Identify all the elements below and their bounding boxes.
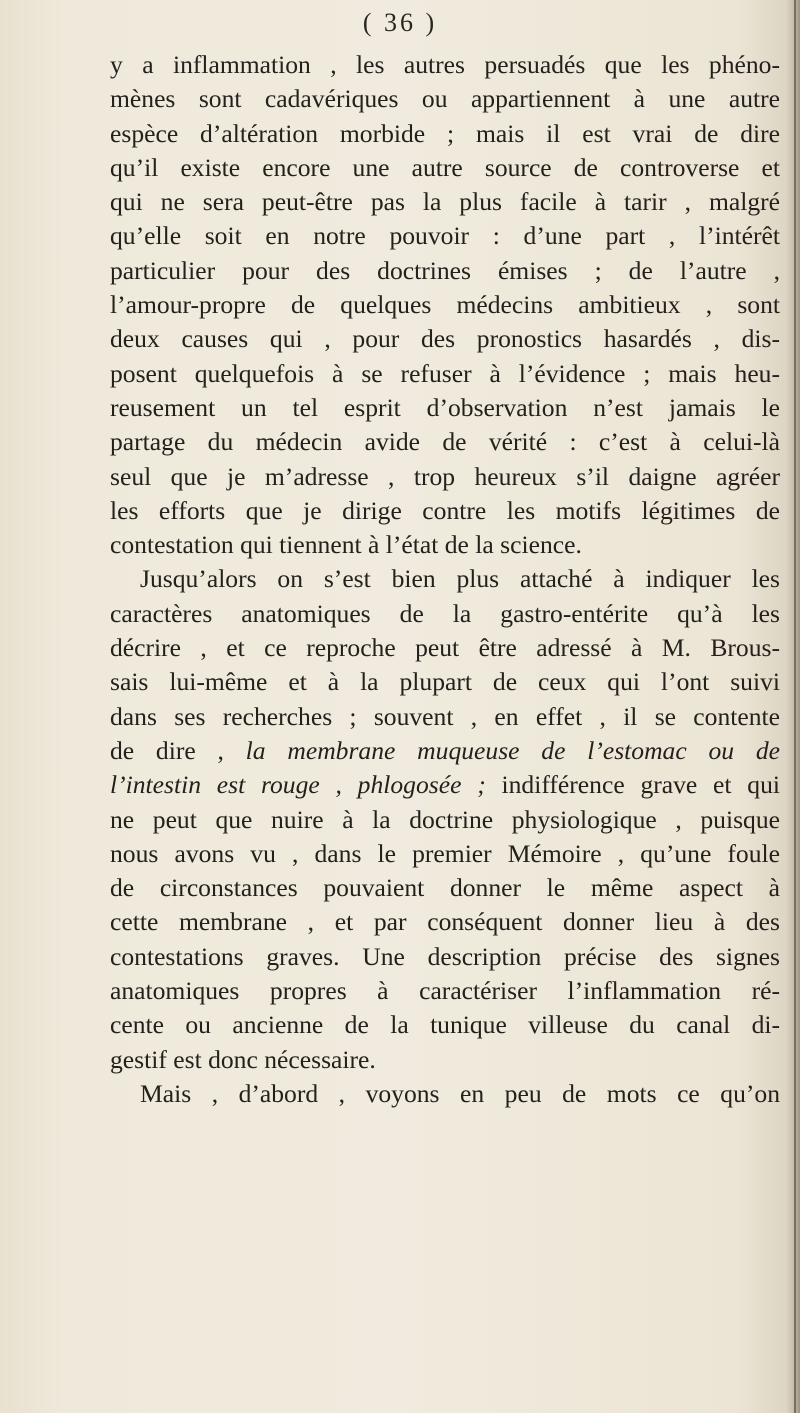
text-line xyxy=(110,734,780,768)
italic-run: l’intestin est rouge , phlogosée ; xyxy=(110,770,486,800)
text-line: y a inflammation , les autres persuadés que les phéno- xyxy=(110,50,780,79)
text-line: anatomiques propres à caractériser l’inflammation ré- xyxy=(110,976,780,1006)
page-edge-line xyxy=(794,0,796,1413)
text-line: qui ne sera peut-être pas la plus facile à tarir , malgré xyxy=(110,187,780,217)
page-edge-shadow xyxy=(786,0,800,1413)
text-line: l’amour-propre de quelques médecins ambitieux , sont xyxy=(110,290,780,320)
text-line: Mais , d’abord , voyons en peu de mots ce qu’on xyxy=(140,1078,780,1108)
text-line: cette membrane , et par conséquent donner lieu à des xyxy=(110,907,780,937)
text-line: seul que je m’adresse , trop heureux s’il daigne agréer xyxy=(110,461,780,491)
text-line: dans ses recherches ; souvent , en effet , il se contente xyxy=(110,701,780,731)
text-line: cente ou ancienne de la tunique villeuse du canal di- xyxy=(110,1010,780,1040)
text-line: qu’il existe encore une autre source de controverse et xyxy=(110,152,780,182)
text-line: qu’elle soit en notre pouvoir : d’une part , l’intérêt xyxy=(110,221,780,251)
text-line: nous avons vu , dans le premier Mémoire , qu’une foule xyxy=(110,838,780,868)
text-line: sais lui-même et à la plupart de ceux qui l’ont suivi xyxy=(110,667,780,697)
text-line: Jusqu’alors on s’est bien plus attaché à indiquer les xyxy=(140,564,780,594)
text-line: deux causes qui , pour des pronostics hasardés , dis- xyxy=(110,324,780,354)
italic-run: la membrane muqueuse de l’estomac ou de xyxy=(245,735,781,765)
page-number: ( 36 ) xyxy=(362,8,438,37)
text-line: contestations graves. Une description précise des signes xyxy=(110,941,780,971)
text-line: ne peut que nuire à la doctrine physiologique , puisque xyxy=(110,804,780,834)
text-line: posent quelquefois à se refuser à l’évidence ; mais heu- xyxy=(110,358,780,388)
text-line xyxy=(110,768,780,802)
text-line: particulier pour des doctrines émises ; de l’autre , xyxy=(110,255,780,285)
text-line: reusement un tel esprit d’observation n’est jamais le xyxy=(110,392,780,422)
text-run: de dire , xyxy=(110,735,246,765)
text-line: espèce d’altération morbide ; mais il est vrai de dire xyxy=(110,118,780,148)
text-line: caractères anatomiques de la gastro-entérite qu’à les xyxy=(110,598,780,628)
text-line: mènes sont cadavériques ou appartiennent à une autre xyxy=(110,84,780,114)
text-line: de circonstances pouvaient donner le même aspect à xyxy=(110,873,780,903)
text-line: contestation qui tiennent à l’état de la science. xyxy=(110,530,582,560)
text-line: décrire , et ce reproche peut être adressé à M. Brous- xyxy=(110,633,780,663)
body-text xyxy=(110,48,780,1111)
text-line: partage du médecin avide de vérité : c’est à celui-là xyxy=(110,427,780,457)
text-line: gestif est donc nécessaire. xyxy=(110,1044,376,1074)
text-line: les efforts que je dirige contre les motifs légitimes de xyxy=(110,495,780,525)
text-run: indifférence grave et qui xyxy=(485,770,781,800)
